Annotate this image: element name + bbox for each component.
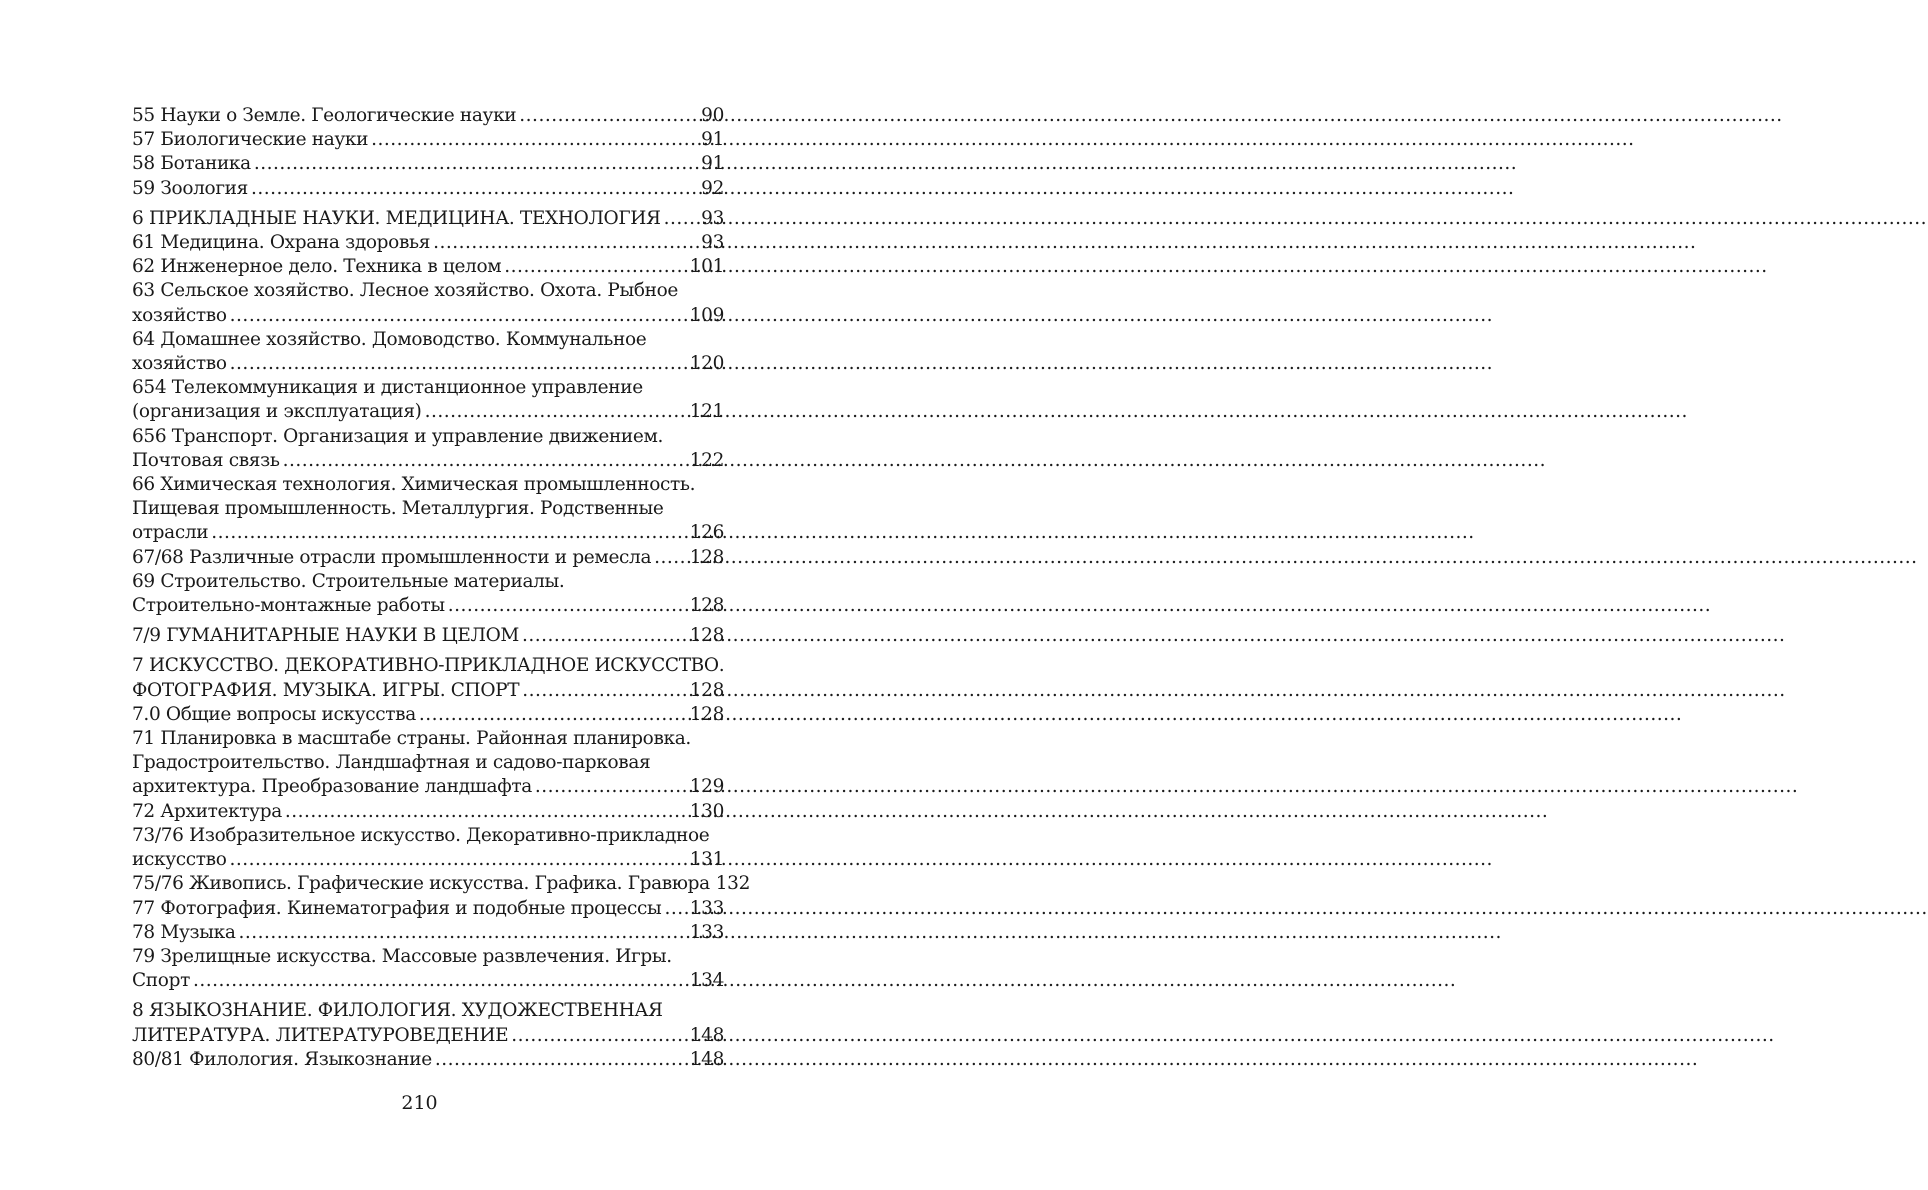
toc-entry-page: 128 [689,703,724,725]
toc-entry-last-line [132,703,724,727]
toc-entry-last-line [132,177,724,201]
toc-entry-last-line [132,800,724,824]
toc-entry [132,824,724,872]
dot-leader [435,1048,689,1072]
page-number: 210 [401,1092,438,1114]
toc-entry [132,376,724,424]
toc-entry [132,231,724,255]
toc-entry [132,177,724,201]
toc-entry-page: 128 [689,679,724,701]
toc-entry-title: 62 Инженерное дело. Техника в целом [132,256,502,278]
toc-entry-title: 6 ПРИКЛАДНЫЕ НАУКИ. МЕДИЦИНА. ТЕХНОЛОГИЯ [132,207,661,229]
toc-entry-title: хозяйство [132,353,227,375]
toc-entry-title: 80/81 Филология. Языкознание [132,1048,432,1070]
toc-entry-title: архитектура. Преобразование ландшафта [132,776,532,798]
toc-entry-title: 66 Химическая технология. Химическая промышленность. [132,474,696,496]
toc-entry-title: 7/9 ГУМАНИТАРНЫЕ НАУКИ В ЦЕЛОМ [132,625,520,647]
toc-entry [132,800,724,824]
toc-entry [132,727,724,800]
toc-entry-page: 90 [701,105,724,126]
toc-entry-title: 77 Фотография. Кинематография и подобные процессы [132,897,662,919]
toc-entry-title: 79 Зрелищные искусства. Массовые развлечения. Игры. [132,945,672,967]
toc-entry-last-line [132,594,724,618]
toc-entry [132,945,724,993]
toc-entry-page: 133 [689,921,724,943]
toc-entry-page: 92 [701,177,724,199]
toc-entry [132,279,724,327]
toc-entry [132,207,724,231]
toc-entry-title: отрасли [132,522,209,544]
toc-entry [132,152,724,176]
toc-entry-last-line [132,848,724,872]
toc-entry-title: Строительно-монтажные работы [132,595,445,617]
toc-entry-last-line [132,679,724,703]
dot-leader [535,775,689,799]
toc-entry [132,328,724,376]
toc-entry [132,872,751,896]
dot-leader [230,848,689,872]
toc-entry [132,1048,724,1072]
toc-entry-page: 128 [689,595,724,617]
toc-entry-page: 133 [689,897,724,919]
toc-entry-title: ЛИТЕРАТУРА. ЛИТЕРАТУРОВЕДЕНИЕ [132,1024,509,1046]
toc-entry-line [132,279,724,303]
dot-leader [664,897,688,921]
toc-entry-title: 59 Зоология [132,177,248,199]
toc-entry-title: хозяйство [132,304,227,326]
toc-entry-title: 78 Музыка [132,921,236,943]
toc-entry-line [132,654,724,678]
toc-entry-title: Градостроительство. Ландшафтная и садово-парковая [132,752,651,774]
dot-leader [433,231,700,255]
toc-entry [132,921,724,945]
toc-entry-title: 55 Науки о Земле. Геологические науки [132,105,517,126]
toc-entry-page: 126 [689,522,724,544]
toc-entry-page: 148 [689,1024,724,1046]
dot-leader [283,449,689,473]
toc-entry-title: 64 Домашнее хозяйство. Домоводство. Коммунальное [132,328,647,350]
dot-leader [654,546,689,570]
toc-entry-page: 132 [715,873,751,895]
toc-entry-last-line [132,152,724,176]
toc-entry-line [132,376,724,400]
toc-entry-title: 58 Ботаника [132,153,251,175]
toc-entry-last-line [132,400,724,424]
toc-entry-page: 93 [701,207,724,229]
toc-entry-title: 7.0 Общие вопросы искусства [132,703,416,725]
toc-entry-page: 122 [689,449,724,471]
toc-entry-last-line [132,449,724,473]
toc-entry-line [132,425,724,449]
toc-entry-page: 121 [689,401,724,423]
dot-leader [504,255,688,279]
dot-leader [211,521,688,545]
dot-leader [371,128,700,152]
toc-entry-page: 148 [689,1048,724,1070]
toc-entry-last-line [132,546,724,570]
toc-entry [132,654,724,702]
toc-entry-page: 93 [701,232,724,254]
toc-entry-line [132,497,724,521]
dot-leader [419,703,689,727]
toc-entry-page: 130 [689,800,724,822]
toc-entry-last-line [132,128,724,152]
toc-entry-page: 101 [689,256,724,278]
toc-entry-last-line [132,775,724,799]
toc-entry-last-line [132,921,724,945]
toc-entry-title: 71 Планировка в масштабе страны. Районная планировка. [132,728,691,750]
toc-entry-page: 128 [689,625,724,647]
toc-entry-title: 75/76 Живопись. Графические искусства. Графика. Гравюра [132,873,710,895]
dot-leader [193,969,689,993]
dot-leader [425,400,689,424]
toc-entry-line [132,999,724,1023]
toc-entry-title: Пищевая промышленность. Металлургия. Родственные [132,498,664,520]
toc-entry-last-line [132,897,724,921]
toc-entry-page: 109 [689,304,724,326]
toc-entry [132,570,724,618]
toc-entry-line [132,824,724,848]
dot-leader [254,152,700,176]
toc-entry-title: 57 Биологические науки [132,129,369,151]
toc-entry-line [132,570,724,594]
dot-leader [448,594,689,618]
toc-entry-title: 654 Телекоммуникация и дистанционное управление [132,377,643,399]
toc-entry-title: ФОТОГРАФИЯ. МУЗЫКА. ИГРЫ. СПОРТ [132,679,520,701]
toc-entry-title: 61 Медицина. Охрана здоровья [132,232,431,254]
toc-entry-title: искусство [132,849,227,871]
toc-entry-page: 120 [689,353,724,375]
toc-entry-line [132,945,724,969]
toc-entry [132,897,724,921]
toc-entry-line [132,751,724,775]
toc-entry-line [132,328,724,352]
toc-entry-last-line [132,521,724,545]
toc-entry [132,624,724,648]
toc-entry-last-line [132,969,724,993]
toc-entry [132,999,724,1047]
dot-leader [519,104,700,128]
toc-entry-last-line [132,872,751,896]
toc-entry-title: Почтовая связь [132,449,280,471]
dot-leader [251,177,700,201]
toc-entry-title: 63 Сельское хозяйство. Лесное хозяйство. Охота. Рыбное [132,280,679,302]
toc-entry [132,128,724,152]
toc-entry [132,473,724,546]
toc-entry-page: 91 [701,153,724,175]
toc-entry-last-line [132,1024,724,1048]
toc-entry [132,703,724,727]
toc-entry-page: 134 [689,970,724,992]
toc-entry [132,425,724,473]
toc-entry-title: 67/68 Различные отрасли промышленности и ремесла [132,546,652,568]
dot-leader [285,800,689,824]
toc-entry-title: 8 ЯЗЫКОЗНАНИЕ. ФИЛОЛОГИЯ. ХУДОЖЕСТВЕННАЯ [132,1000,663,1022]
toc-entry-last-line [132,207,724,231]
toc-entry-last-line [132,231,724,255]
toc-entry-title: 7 ИСКУССТВО. ДЕКОРАТИВНО-ПРИКЛАДНОЕ ИСКУССТВО. [132,655,725,677]
dot-leader [230,304,689,328]
dot-leader [522,679,688,703]
toc-entry [132,546,724,570]
toc-entry-title: 73/76 Изобразительное искусство. Декоративно-прикладное [132,824,710,846]
toc-entry-last-line [132,1048,724,1072]
toc-entry-title: 72 Архитектура [132,800,282,822]
toc-entry-last-line [132,304,724,328]
dot-leader [664,207,701,231]
dot-leader [511,1024,688,1048]
table-of-contents [132,104,751,1072]
dot-leader [239,921,689,945]
toc-entry-last-line [132,624,724,648]
dot-leader [522,624,689,648]
toc-entry-last-line [132,352,724,376]
toc-entry-last-line [132,104,724,128]
toc-entry-line [132,473,724,497]
toc-entry [132,104,724,128]
toc-entry-title: 69 Строительство. Строительные материалы. [132,570,565,592]
toc-entry-title: (организация и эксплуатация) [132,401,422,423]
toc-entry-title: Спорт [132,970,190,992]
dot-leader [230,352,689,376]
toc-entry-title: 656 Транспорт. Организация и управление движением. [132,425,664,447]
toc-entry-line [132,727,724,751]
toc-entry [132,255,724,279]
toc-entry-page: 129 [689,776,724,798]
toc-entry-last-line [132,255,724,279]
toc-entry-page: 131 [689,849,724,871]
toc-entry-page: 128 [689,546,724,568]
toc-entry-page: 91 [701,129,724,151]
